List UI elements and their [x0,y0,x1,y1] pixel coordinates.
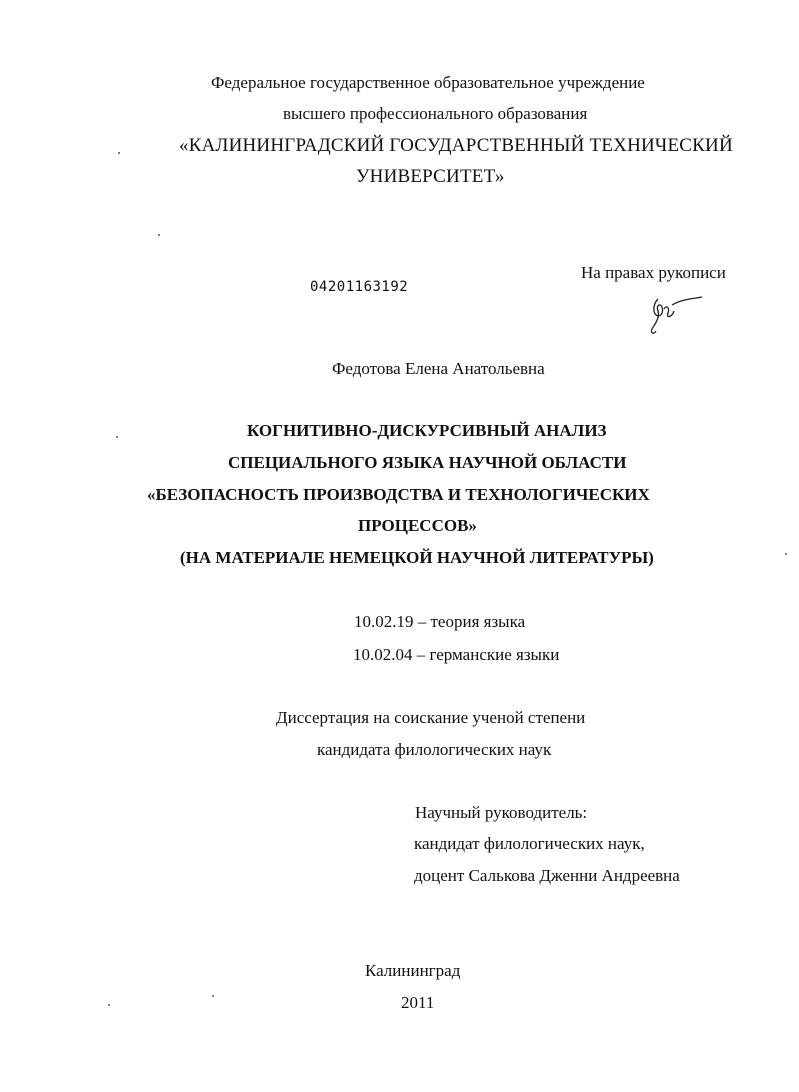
degree-line-1: Диссертация на соискание ученой степени [276,708,586,727]
institution-line-2: высшего профессионального образования [283,104,588,123]
supervisor-label: Научный руководитель: [415,803,588,822]
supervisor-name: доцент Салькова Дженни Андреевна [414,866,680,885]
year: 2011 [401,993,435,1012]
scan-speck [108,1004,110,1006]
scan-speck [116,436,118,438]
manuscript-rights: На правах рукописи [581,263,726,282]
thesis-title-line-1: КОГНИТИВНО-ДИСКУРСИВНЫЙ АНАЛИЗ [247,421,607,440]
specialty-1: 10.02.19 – теория языка [354,612,526,631]
institution-line-1: Федеральное государственное образовательное учреждение [211,73,645,92]
thesis-title-line-3: «БЕЗОПАСНОСТЬ ПРОИЗВОДСТВА И ТЕХНОЛОГИЧЕСКИХ [147,485,650,504]
city: Калининград [365,961,461,980]
university-name-line-1: «КАЛИНИНГРАДСКИЙ ГОСУДАРСТВЕННЫЙ ТЕХНИЧЕСКИЙ [179,135,733,156]
thesis-title-line-5: (НА МАТЕРИАЛЕ НЕМЕЦКОЙ НАУЧНОЙ ЛИТЕРАТУРЫ) [180,548,654,567]
handwritten-signature [640,291,710,337]
university-name-line-2: УНИВЕРСИТЕТ» [356,166,505,187]
supervisor-degree: кандидат филологических наук, [414,834,645,853]
scan-speck [118,152,120,154]
archive-number: 04201163192 [310,279,409,295]
scan-speck [158,234,160,236]
thesis-title-line-4: ПРОЦЕССОВ» [358,516,477,535]
scan-speck [212,995,214,997]
scan-speck [785,553,787,555]
degree-line-2: кандидата филологических наук [317,740,552,759]
author-name: Федотова Елена Анатольевна [332,359,545,378]
specialty-2: 10.02.04 – германские языки [353,645,560,664]
thesis-title-line-2: СПЕЦИАЛЬНОГО ЯЗЫКА НАУЧНОЙ ОБЛАСТИ [228,453,627,472]
